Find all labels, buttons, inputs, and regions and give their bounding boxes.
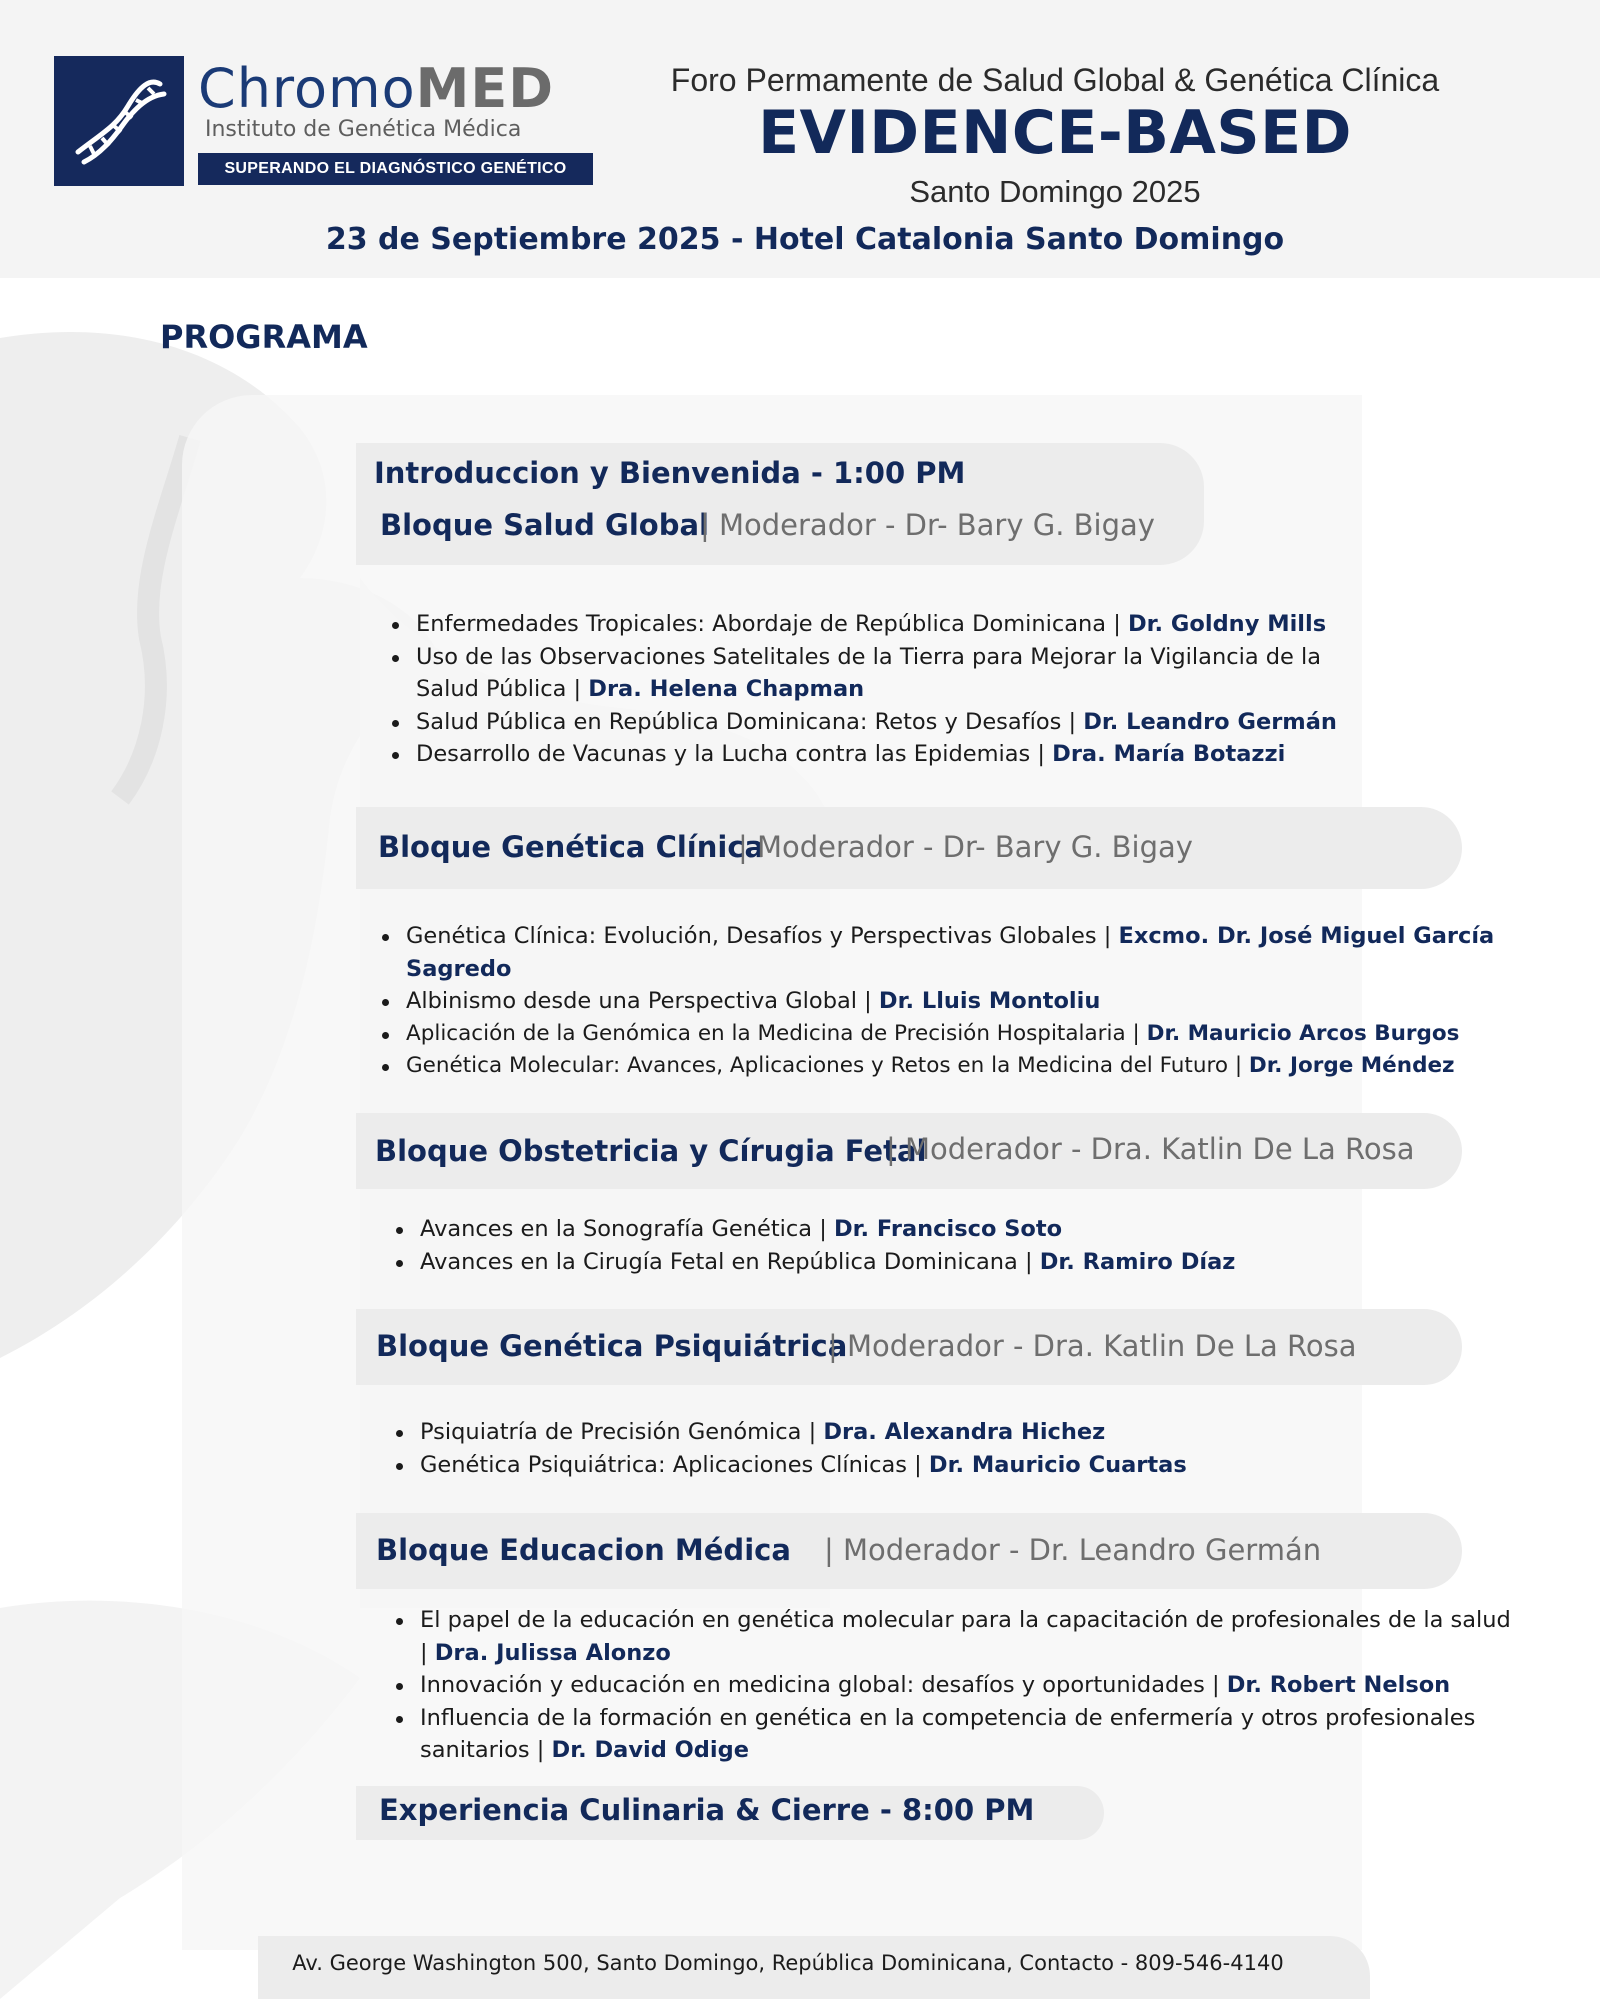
block-title: Bloque Genética Psiquiátrica	[376, 1329, 848, 1363]
intro-title: Introduccion y Bienvenida - 1:00 PM	[374, 456, 966, 490]
talk-item: Genética Psiquiátrica: Aplicaciones Clínicas | Dr. Mauricio Cuartas	[394, 1449, 1444, 1482]
logo-tagline: SUPERANDO EL DIAGNÓSTICO GENÉTICO	[198, 153, 593, 185]
talk-item: Desarrollo de Vacunas y la Lucha contra las Epidemias | Dra. María Botazzi	[390, 738, 1380, 771]
talk-item: Uso de las Observaciones Satelitales de la Tierra para Mejorar la Vigilancia de la Salud Pública | Dra. Helena Chapman	[390, 641, 1380, 706]
talk-item: Genética Molecular: Avances, Aplicaciones y Retos en la Medicina del Futuro | Dr. Jorge Méndez	[380, 1050, 1540, 1083]
talk-list	[394, 1416, 1444, 1481]
block-title: Bloque Genética Clínica	[378, 830, 765, 864]
event-date-location: 23 de Septiembre 2025 - Hotel Catalonia Santo Domingo	[325, 222, 1285, 257]
block-title: Bloque Salud Global	[380, 508, 709, 542]
logo-mark	[54, 56, 184, 186]
header	[0, 0, 1600, 278]
talk-item: Aplicación de la Genómica en la Medicina de Precisión Hospitalaria | Dr. Mauricio Arcos Burgos	[380, 1018, 1540, 1051]
block-title: Bloque Educacion Médica	[376, 1533, 791, 1567]
block-moderator: | Moderador - Dr- Bary G. Bigay	[700, 508, 1155, 542]
talk-list	[394, 1604, 1514, 1767]
talk-item: Psiquiatría de Precisión Genómica | Dra. Alexandra Hichez	[394, 1416, 1444, 1449]
talk-list	[390, 608, 1380, 771]
talk-list	[394, 1213, 1444, 1278]
talk-item: Genética Clínica: Evolución, Desafíos y Perspectivas Globales | Excmo. Dr. José Miguel García Sagredo	[380, 920, 1540, 985]
talk-item: Enfermedades Tropicales: Abordaje de República Dominicana | Dr. Goldny Mills	[390, 608, 1380, 641]
talk-item: Salud Pública en República Dominicana: Retos y Desafíos | Dr. Leandro Germán	[390, 706, 1380, 739]
logo-wordmark: ChromoMED	[198, 57, 555, 120]
event-title: EVIDENCE-BASED	[758, 98, 1352, 168]
talk-item: Influencia de la formación en genética en la competencia de enfermería y otros profesionales sanitarios | Dr. David Odige	[394, 1702, 1514, 1767]
talk-list	[380, 920, 1540, 1083]
block-moderator: | Moderador - Dra. Katlin De La Rosa	[828, 1329, 1357, 1363]
logo-subtitle: Instituto de Genética Médica	[205, 117, 522, 142]
forum-name: Foro Permamente de Salud Global & Genética Clínica	[670, 62, 1440, 98]
program-title: PROGRAMA	[160, 318, 368, 356]
footer-address: Av. George Washington 500, Santo Domingo, República Dominicana, Contacto - 809-546-4140	[292, 1951, 1284, 1975]
talk-item: El papel de la educación en genética molecular para la capacitación de profesionales de la salud | Dra. Julissa Alonzo	[394, 1604, 1514, 1669]
talk-item: Avances en la Cirugía Fetal en República Dominicana | Dr. Ramiro Díaz	[394, 1246, 1444, 1279]
block-title: Bloque Obstetricia y Círugia Fetal	[375, 1134, 927, 1168]
dna-helix-icon	[64, 66, 174, 176]
block-moderator: | Moderador - Dr. Leandro Germán	[824, 1533, 1322, 1567]
block-moderator: | Moderador - Dr- Bary G. Bigay	[738, 830, 1193, 864]
event-edition: Santo Domingo 2025	[909, 174, 1201, 209]
talk-item: Avances en la Sonografía Genética | Dr. Francisco Soto	[394, 1213, 1444, 1246]
talk-item: Innovación y educación en medicina global: desafíos y oportunidades | Dr. Robert Nelson	[394, 1669, 1514, 1702]
block-moderator: | Moderador - Dra. Katlin De La Rosa	[886, 1132, 1415, 1166]
talk-item: Albinismo desde una Perspectiva Global | Dr. Lluis Montoliu	[380, 985, 1540, 1018]
closing-title: Experiencia Culinaria & Cierre - 8:00 PM	[379, 1793, 1035, 1827]
